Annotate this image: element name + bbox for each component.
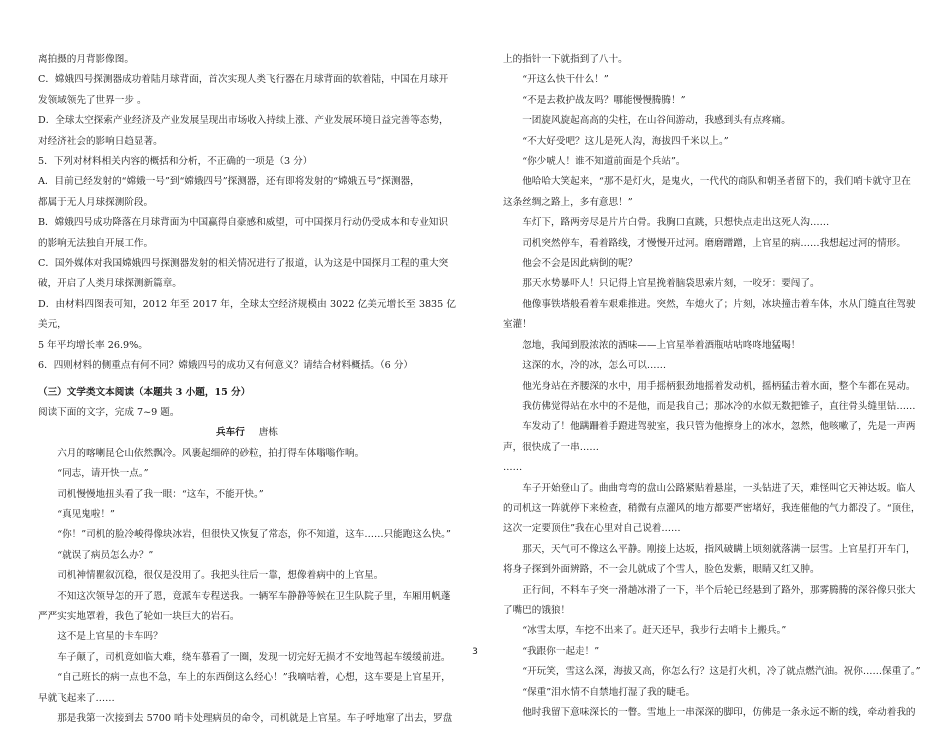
text-line: “你少唬人！谁不知道前面是个兵站”。 xyxy=(522,156,686,168)
text-line: 他像事铁塔般看着车艰难推进。突然，车熄火了；片刻，冰块撞击着车体，水从门缝直往驾驶 xyxy=(522,298,916,310)
text-line: 5 年平均增长率 26.9%。 xyxy=(38,339,148,351)
text-line: 发领域领先了世界一步 。 xyxy=(38,94,147,106)
left-column xyxy=(38,50,456,729)
text-line: 车子开始登山了。曲曲弯弯的盘山公路紧贴着悬崖，一头钻进了天，难怪叫它天神达坂。临人 xyxy=(522,482,916,494)
text-line: 对经济社会的影响日趋显著。 xyxy=(38,135,163,147)
text-line: “就误了病员怎么办？” xyxy=(57,549,154,561)
text-line: 一团旋风旋起高高的尖柱，在山谷间游动，我感到头有点疼痛。 xyxy=(522,115,791,127)
text-line: 车子颠了，司机竟如临大难，绕车慕看了一圈，发现一切完好无损才不安地驾起车缓缓前进。 xyxy=(57,651,451,663)
text-line: 车发动了！他蹒跚着手蹬进驾驶室，我只管为他擦身上的冰水，忽然，他咳嗽了，先是一声两 xyxy=(522,421,916,433)
text-line: C．国外媒体对我国嫦娥四号探测器发射的相关情况进行了报道，认为这是中国探月工程的重大突 xyxy=(38,258,449,270)
text-line: “冰雪太厚，车挖不出来了。赶天还早，我步行去哨卡上搬兵。” xyxy=(522,625,787,637)
text-line: D．全球太空探索产业经济及产业发展呈现出市场收入持续上涨、产业发展环境日益完善等态势， xyxy=(38,115,449,127)
text-line: 不知这次领导怎的开了恩，竟派车专程送我。一辆军车静静等候在卫生队院子里，车厢用帆蓬 xyxy=(57,590,451,602)
text-line: 都属于无人月球探测阶段。 xyxy=(38,196,154,208)
text-line: B．嫦娥四号成功降落在月球背面为中国赢得自豪感和威望，可中国探月行动仍受成本和专业知识 xyxy=(38,217,448,229)
text-line: 我仿佛觉得站在水中的不是他，而是我自己；那冰冷的水似无数把锥子，直往骨头缝里钻…… xyxy=(522,400,916,412)
text-line: 这条丝绸之路上，多有意思！” xyxy=(503,196,633,208)
text-line: 司机慢慢地扭头看了我一眼：“这车，不能开快。” xyxy=(57,488,264,500)
text-line: “开这么快干什么！” xyxy=(522,74,609,86)
text-line: “不大好受吧？这儿是死人沟，海拔四千米以上。” xyxy=(522,135,729,147)
text-line: “你！”司机的脸冷峻得像块冰岩，但很快又恢复了常态，你不知道，这车……只能跑这么快。” xyxy=(57,529,451,541)
text-line: 忽地，我闻到股浓浓的酒味——上官星举着酒瓶咕咕咚咚地猛喝！ xyxy=(522,339,801,351)
text-line: 5．下列对材料相关内容的概括和分析，不正确的一项是（3 分） xyxy=(38,156,313,168)
text-line: 室灌！ xyxy=(503,319,532,331)
story-title: 兵车行 xyxy=(216,427,245,439)
text-line: 6．四则材料的侧重点有何不同？嫦娥四号的成功又有何意义？请结合材料概括。（6 分） xyxy=(38,360,414,372)
text-line: 离拍摄的月背影像图。 xyxy=(38,54,134,65)
text-line: 那天，天气可不像这么平静。刚接上达坂，指风破瞒上顷刻就落满一层雪。上官星打开车门， xyxy=(522,543,916,555)
story-text xyxy=(38,444,456,729)
text-line: 这深的水，冷的冰，怎么可以…… xyxy=(522,360,667,372)
text-line: 的影响无法独自开展工作。 xyxy=(38,237,154,249)
right-column xyxy=(503,50,921,723)
text-line: 车灯下，路两旁尽是片片白骨。我胸口直跳，只想快点走出这死人沟…… xyxy=(522,217,830,229)
text-line: 他哈哈大笑起来，“那不是灯火，是鬼火，一代代的商队和朝圣者留下的，我们哨卡就守卫在 xyxy=(522,176,911,188)
section-heading: （三）文学类文本阅读（本题共 3 小题，15 分） xyxy=(38,386,251,398)
text-line: 这次一定要顶住”我在心里对自己说着…… xyxy=(503,523,681,535)
text-line: “开玩笑，雪这么深，海拔又高，你怎么行？这是打火机，冷了就点燃汽油。祝你……保重了。” xyxy=(522,666,921,678)
text-line: 的司机这一阵就停下来检查，稍微有点灌风的地方都要严密堵好，我连催他的气力都没了。“顶住， xyxy=(503,502,921,514)
text-line: 了嘴巴的饿狼！ xyxy=(503,604,571,616)
text-line: 那天水势暴吓人！只记得上官星挽着脑袋思索片刻，一咬牙：要闯了。 xyxy=(522,278,820,290)
story-author: 唐栋 xyxy=(258,427,278,439)
page-number: 3 xyxy=(472,647,478,657)
text-line: 这不是上官星的卡车吗？ xyxy=(57,631,163,643)
story-text-continued xyxy=(503,50,921,723)
text-line: 破，开启了人类月球探测新篇章。 xyxy=(38,278,182,290)
text-line: 司机神情瞿叙沉稳，很仅是没用了。我把头往后一靠，想像着病中的上官星。 xyxy=(57,570,384,582)
text-line: 他会不会是因此病倒的呢？ xyxy=(522,258,638,270)
text-line: 严严实实地罩着，我色了轮如一块巨大的岩石。 xyxy=(38,610,240,622)
text-line: 他时我留下意味深长的一瞥。雪地上一串深深的脚印，仿佛是一条永远不断的线，牵动着我的 xyxy=(522,707,916,718)
story-title-line xyxy=(38,423,456,443)
text-line: “真见鬼啦！” xyxy=(57,508,115,520)
text-line: 那是我第一次接到去 5700 哨卡处理病员的命令，司机就是上官星。车子呼地窜了出去，罗盘 xyxy=(57,713,453,724)
reading-instruction: 阅读下面的文字，完成 7~9 题。 xyxy=(38,406,180,418)
text-line: 他光身站在齐腰深的水中，用手摇柄狠劲地摇着发动机，摇柄猛击着水面，整个车都在晃动。 xyxy=(522,380,916,392)
text-line: “自己班长的病一点也不急，车上的东西倒这么经心！”我嘀咕着，心想，这车要是上官星开， xyxy=(57,672,451,684)
text-line: 早就飞起来了…… xyxy=(38,692,115,704)
text-line: 声，很快成了一串…… xyxy=(503,441,599,453)
text-line: 将身子探到外面辨路，不一会儿就成了个雪人，脸色发紫，眼睛又红又肿。 xyxy=(503,564,820,576)
text-line: 司机突然停车，看着路线，才慢慢开过河。磨磨蹭蹭，上官星的病……我想起过河的情形。 xyxy=(522,237,906,249)
text-line: “我跟你一起走！” xyxy=(522,645,600,657)
text-line: A．目前已经发射的“嫦娥一号”到“嫦娥四号”探测器，还有即将发射的“嫦娥五号”探测器， xyxy=(38,176,420,188)
text-line: 正行间，不料车子突一滑趟冰滑了一下，半个后轮已经悬到了路外，那雾腾腾的深谷像只张大 xyxy=(522,584,916,596)
text-line: 上的指针一下就指到了八十。 xyxy=(503,54,628,65)
text-line: D．由材料四图表可知，2012 年至 2017 年，全球太空经济规模由 3022 亿美元增长至 3835 亿美元， xyxy=(38,298,456,331)
text-line: “不是去救护战友吗？哪能慢慢腾腾！” xyxy=(522,94,686,106)
question-block xyxy=(38,50,456,377)
text-line: …… xyxy=(503,462,523,474)
text-line: “保重”泪水情不自禁地打湿了我的睫毛。 xyxy=(522,686,696,698)
text-line: “同志，请开快一点。” xyxy=(57,468,149,480)
text-line: 六月的喀喇昆仑山依然飘冷。风裹起细碎的砂粒，拍打得车体嗡嗡作响。 xyxy=(57,447,365,459)
text-line: C．嫦娥四号探测器成功着陆月球背面，首次实现人类飞行器在月球背面的软着陆，中国在月球开 xyxy=(38,74,449,86)
